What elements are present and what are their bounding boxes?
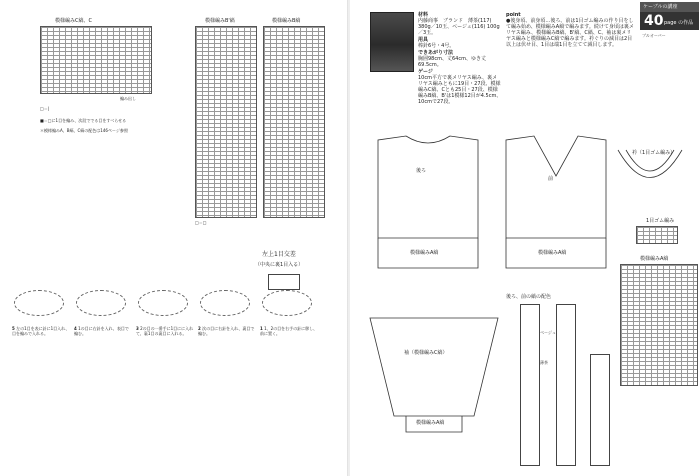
symbol-legend: □＝| <box>40 106 50 111</box>
step-illustration-3 <box>138 290 188 316</box>
color-light-label: ベージュ <box>540 330 556 335</box>
pattern-a-chart-title: 模様編みA縞 <box>640 256 669 262</box>
gauge-heading: ゲージ <box>418 69 433 75</box>
page-number: 40 <box>644 13 664 29</box>
chart-b-legend: □＝□ <box>195 220 207 225</box>
step-5: 5 左の1目を表に針に1目入れ、目を編みで入れる。 <box>12 326 70 336</box>
color-scheme-title: 後ろ、前の縞の配色 <box>506 294 552 300</box>
step-2: 2 次の目に右針を入れ、裏目で編む。 <box>198 326 255 336</box>
tools-heading: 用具 <box>418 37 429 43</box>
step-illustration-5 <box>14 290 64 316</box>
sleeve-cuff-label: 模様編みA縞 <box>416 420 445 426</box>
color-dark-label: 薄茶 <box>540 360 548 365</box>
materials-text: 内藤商事 ブランド 薄茶(117) 380g／10玉、ベージュ(116) 100g／3玉。 <box>418 18 500 36</box>
step-illustration-4 <box>76 290 126 316</box>
chart-b-grid <box>263 26 325 218</box>
page-sub: プルオーバー <box>642 33 666 38</box>
chart-c-grid <box>40 26 152 94</box>
front-label: 前 <box>548 176 554 182</box>
point-text: ●後身頃、前身頃…後ろ、前は1目ゴム編みの作り目をして編み始め、模様編みA縞で編みます。続けて身頃は裏メリヤス編み、模様編みB縞、B'縞、C縞、C、袖は裏メリヤス編みと模様編みC縞で編みます。衿ぐりの減目は2目以上は伏せ目、1目は端1目を立てて減目します。 <box>506 18 634 48</box>
symbol-note-1: ■＝□に1目を編み、次段ででる目をすべらせる <box>40 118 127 123</box>
chart-b-prime-title: 模様編みB'縞 <box>205 18 235 24</box>
tools-text: 棒針6号・4号。 <box>418 43 455 49</box>
ribbing-chart-grid <box>636 226 678 244</box>
symbol-note-2: ＊模様編みA、B縞、C縞の配色は146ページ参照 <box>40 128 128 133</box>
stripe-column-1 <box>520 304 540 466</box>
header-tab: ケーブルの講座 <box>640 2 699 12</box>
step-illustration-2 <box>200 290 250 316</box>
back-label: 後ろ <box>416 168 427 174</box>
ribbing-chart-title: 1目ゴム編み <box>646 218 675 224</box>
step-1: 1 1、2の目を右手の針に移し、前に置く。 <box>260 326 318 336</box>
chart-c-title: 模様編みC縞、C <box>55 18 92 24</box>
technique-symbol <box>268 274 300 290</box>
pattern-a-chart-grid <box>620 264 698 386</box>
technique-title: 左上1目交差 <box>262 251 296 258</box>
chart-b-title: 模様編みB縞 <box>272 18 301 24</box>
technique-subtitle: （中央に裏1目入る） <box>255 262 304 268</box>
step-illustration-1 <box>262 290 312 316</box>
materials-heading: 材料 <box>418 12 429 18</box>
point-heading: point <box>506 12 521 18</box>
collar-label: 衿（1目ゴム編み） <box>632 150 676 156</box>
chart-c-note: 編み出し <box>120 96 136 101</box>
step-4: 4 1の目に右針を入れ、表目で編む。 <box>74 326 129 336</box>
stripe-column-2 <box>556 304 576 466</box>
page-label: page の作品 <box>664 20 694 26</box>
chart-b-prime-grid <box>195 26 257 218</box>
left-page <box>0 0 349 476</box>
size-text: 胸囲98cm、丈64cm、ゆき丈69.5cm。 <box>418 56 486 68</box>
stripe-column-3 <box>590 354 610 466</box>
right-page <box>350 0 699 476</box>
size-heading: できあがり寸法 <box>418 50 454 56</box>
step-3: 3 2の目の一番手に1目にに入れて、裏1目の裏目に入れる。 <box>136 326 194 336</box>
sleeve-label: 袖（模様編みC縞） <box>404 350 448 356</box>
gauge-text: 10cm平方で裏メリヤス編み、裏メリヤス編みともに19目・27段、模様編みC縞、Cとも25目・27段、模様編みB縞、B'は1模様12目が4.5cm、10cmで27段。 <box>418 75 502 105</box>
back-ribbing-label: 模様編みA縞 <box>410 250 439 256</box>
front-ribbing-label: 模様編みA縞 <box>538 250 567 256</box>
